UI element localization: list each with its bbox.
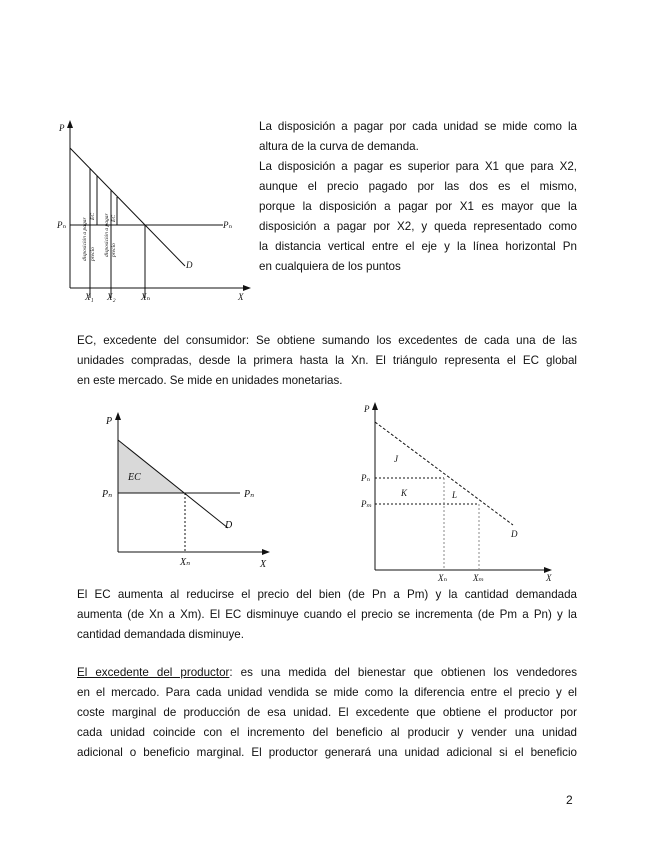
price-left-label: Pₙ [102, 489, 113, 500]
pm-label: Pₘ [361, 499, 373, 509]
area-k-label: K [401, 488, 408, 498]
paragraph-ec: EC, excedente del consumidor: Se obtiene sumando los excedentes de cada una de las unidades compradas, desde la primera hasta la Xn. El triángulo representa el EC global en este mercado. Se mide en unidades monetarias. [77, 334, 577, 387]
producer-surplus-heading: El excedente del productor [77, 666, 230, 679]
paragraph-ec-change: El EC aumenta al reducirse el precio del bien (de Pn a Pm) y la cantidad demandada aumenta (de Xn a Xm). El EC disminuye cuando el precio se incrementa (de Pm a Pn) y la cantidad demandada disminuye. [77, 588, 577, 641]
y-axis-label: P [364, 404, 370, 414]
figure-consumer-surplus [98, 410, 278, 572]
figure-price-change [358, 400, 558, 585]
vlabel-2c: EC [111, 214, 117, 222]
xn-label: Xₙ [141, 292, 151, 302]
paragraph-producer-surplus: El excedente del productor: es una medida del bienestar que obtienen los vendedores en el mercado. Para cada unidad vendida se mide como la diferencia entre el precio y el coste marginal de producción de esa unidad. El excedente que obtiene el productor por cada unidad coincide con el incremento del beneficio al producir y vender una unidad adicional o beneficio marginal. El productor generará una unidad adicional si el beneficio [77, 666, 577, 759]
area-j-label: J [394, 454, 398, 464]
y-axis-label: P [106, 416, 113, 427]
vlabel-1a: disposición a pagar [82, 217, 88, 261]
x-axis-label: X [260, 559, 267, 570]
demand-label: D [225, 520, 233, 531]
demand-line [375, 422, 513, 525]
price-right-label: Pₙ [244, 489, 255, 500]
area-l-label: L [452, 490, 458, 500]
demand-label: D [186, 260, 193, 270]
x1-label: X₁ [85, 292, 94, 302]
vlabel-1b: precio [90, 247, 96, 261]
vlabel-1c: EC [90, 212, 96, 220]
x-axis-label: X [238, 292, 244, 302]
ec-label: EC [128, 472, 141, 483]
xn-label: Xₙ [438, 573, 448, 583]
x-axis-label: X [546, 573, 552, 583]
vlabel-2a: disposición a pagar [104, 213, 110, 257]
y-axis-label: P [59, 123, 65, 133]
xn-label: Xₙ [180, 557, 191, 568]
demand-label: D [511, 529, 518, 539]
paragraph-willingness: La disposición a pagar por cada unidad se mide como la altura de la curva de demanda. La disposición a pagar es superior para X1 que para X2, aunque el precio pagado por las dos es el mismo, porque la disposición a pagar por X1 es mayor que la disposición a pagar por X2, y queda representado como la distancia vertical entre el eje y la línea horizontal Pn en cualquiera de los puntos [259, 120, 577, 273]
x2-label: X₂ [107, 292, 116, 302]
pn-label: Pₙ [361, 473, 371, 483]
figure-willingness-to-pay [55, 118, 255, 308]
page-number: 2 [566, 793, 573, 807]
xm-label: Xₘ [473, 573, 485, 583]
vlabel-2b: precio [111, 243, 117, 257]
price-left-label: Pₙ [57, 220, 67, 230]
price-right-label: Pₙ [223, 220, 233, 230]
